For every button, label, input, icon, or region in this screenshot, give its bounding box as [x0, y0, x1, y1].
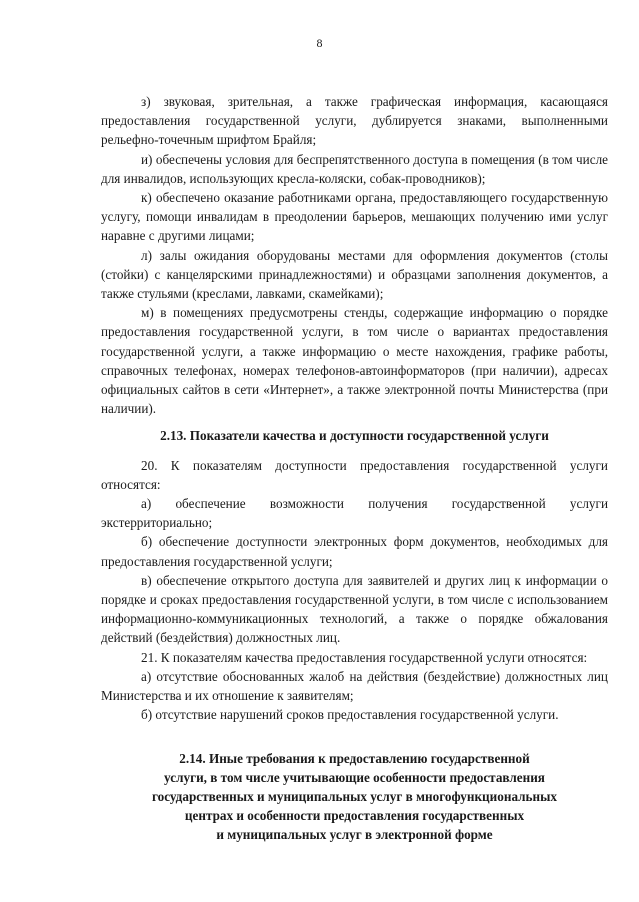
section-heading-2-14-line: и муниципальных услуг в электронной форме: [216, 826, 493, 842]
paragraph-21-b: б) отсутствие нарушений сроков предоставления государственной услуги.: [141, 707, 559, 723]
paragraph-20-v: в) обеспечение открытого доступа для заявителей и других лиц к информации о порядке и сроках предоставления государственной услуги, в том числе с использованием информационно-коммуникационных технологий, а также о порядке обжалования действий (бездействия) должностных лиц.: [101, 572, 608, 646]
section-heading-2-14: [101, 749, 608, 844]
paragraph-21: 21. К показателям качества предоставления государственной услуги относятся:: [141, 649, 588, 665]
paragraph-20-b: б) обеспечение доступности электронных форм документов, необходимых для предоставления государственной услуги;: [101, 534, 608, 569]
paragraph-z: з) звуковая, зрительная, а также графическая информация, касающаяся предоставления государственной услуги, дублируется знаками, выполненными рельефно-точечным шрифтом Брайля;: [101, 94, 608, 148]
paragraph-l: л) залы ожидания оборудованы местами для оформления документов (столы (стойки) с канцелярскими принадлежностями) и образцами заполнения документов, а также стульями (креслами, лавками, скамейками);: [101, 247, 608, 302]
section-heading-2-13: 2.13. Показатели качества и доступности государственной услуги: [160, 428, 549, 444]
paragraph-i: и) обеспечены условия для беспрепятственного доступа в помещения (в том числе для инвалидов, использующих кресла-коляски, собак-проводников);: [101, 151, 608, 186]
paragraph-20: 20. К показателям доступности предоставления государственной услуги относятся:: [101, 457, 608, 492]
paragraph-k: к) обеспечено оказание работниками органа, предоставляющего государственную услугу, помощи инвалидам в преодолении барьеров, мешающих получению ими услуг наравне с другими лицами;: [101, 190, 608, 244]
paragraph-m: м) в помещениях предусмотрены стенды, содержащие информацию о порядке предоставления государственной услуги, в том числе о вариантах предоставления государственной услуги, а также информацию о месте нахождения, графике работы, справочных телефонах, номерах телефонов-автоинформаторов (при наличии), адресах официальных сайтов в сети «Интернет», а также электронной почты Министерства (при наличии).: [101, 305, 608, 417]
document-body: [101, 92, 608, 844]
paragraph-20-a: а) обеспечение возможности получения государственной услуги экстерриториально;: [101, 496, 608, 531]
section-heading-2-14-line: государственных и муниципальных услуг в многофункциональных: [151, 788, 558, 804]
page-number: 8: [316, 36, 323, 50]
section-heading-2-14-line: услуги, в том числе учитывающие особенности предоставления: [164, 769, 545, 785]
paragraph-21-a: а) отсутствие обоснованных жалоб на действия (бездействие) должностных лиц Министерства и их отношение к заявителям;: [101, 668, 608, 704]
section-heading-2-14-line: центрах и особенности предоставления государственных: [184, 807, 525, 823]
section-heading-2-14-line: 2.14. Иные требования к предоставлению государственной: [179, 750, 530, 766]
